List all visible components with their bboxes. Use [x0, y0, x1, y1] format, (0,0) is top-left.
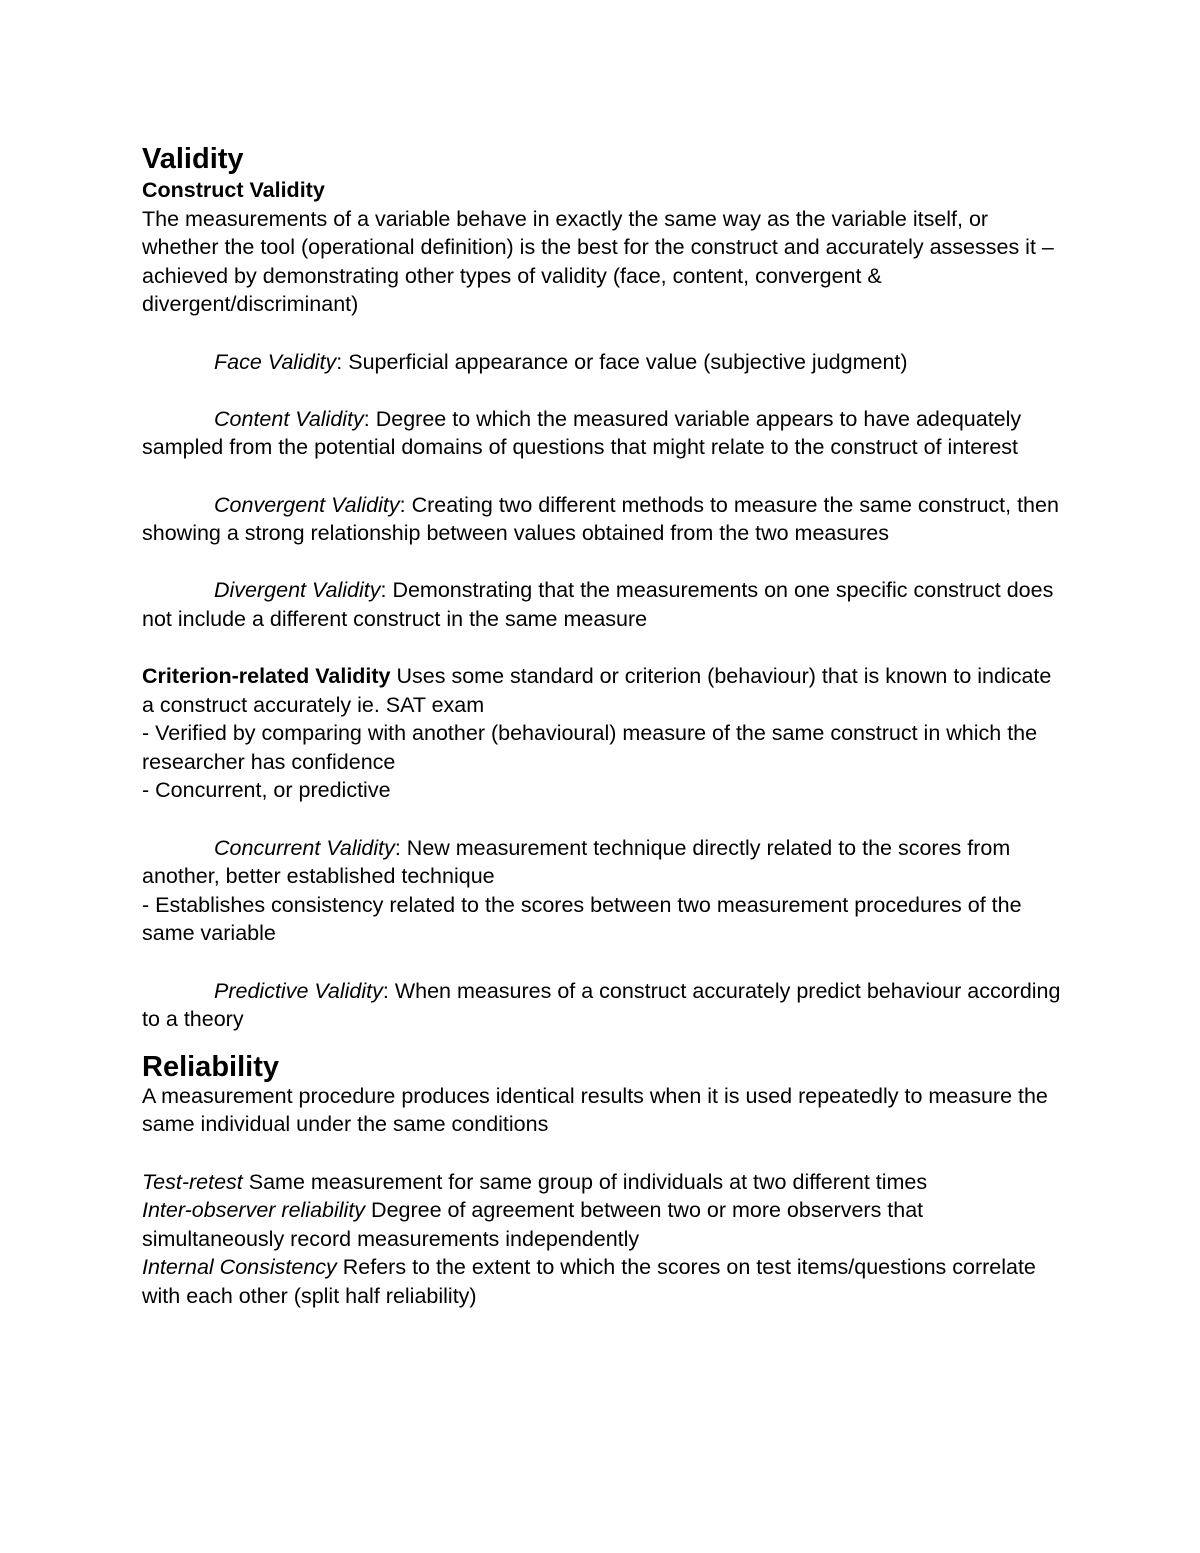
criterion-validity-paragraph: [142, 662, 1062, 719]
divergent-validity-text: : Demonstrating that the measurements on one specific construct does not include a different construct in the same measure: [142, 578, 1054, 631]
spacer: [142, 319, 1062, 348]
validity-heading: Validity: [142, 143, 244, 175]
spacer: [142, 376, 1062, 405]
content-validity-term: Content Validity: [214, 406, 364, 431]
face-validity-text: : Superficial appearance or face value (subjective judgment): [336, 349, 908, 374]
concurrent-validity-term: Concurrent Validity: [214, 835, 395, 860]
criterion-bullet-1: - Verified by comparing with another (behavioural) measure of the same construct in which the researcher has confidence: [142, 721, 1038, 774]
internal-consistency-term: Internal Consistency: [142, 1255, 337, 1280]
spacer: [142, 634, 1062, 663]
construct-validity-definition: The measurements of a variable behave in exactly the same way as the variable itself, or whether the tool (operational definition) is the best for the construct and accurately assesses it – achieved by demonstrating other types of validity (face, content, convergent & divergent/discriminant): [142, 206, 1054, 317]
divergent-validity-term: Divergent Validity: [214, 578, 381, 603]
concurrent-bullet-1: - Establishes consistency related to the scores between two measurement procedures of the same variable: [142, 892, 1022, 946]
convergent-validity-paragraph: [142, 491, 1062, 548]
concurrent-validity-text: : New measurement technique directly related to the scores from another, better established technique: [142, 835, 1011, 889]
divergent-validity-paragraph: [142, 576, 1062, 633]
test-retest-term: Test-retest: [142, 1169, 243, 1194]
predictive-validity-text: : When measures of a construct accurately predict behaviour according to a theory: [142, 978, 1061, 1032]
concurrent-validity-paragraph: [142, 834, 1062, 891]
test-retest-paragraph: [142, 1168, 1062, 1197]
criterion-validity-text: Uses some standard or criterion (behaviour) that is known to indicate a construct accurately ie. SAT exam: [142, 664, 1052, 717]
reliability-definition: A measurement procedure produces identical results when it is used repeatedly to measure the same individual under the same conditions: [142, 1083, 1048, 1137]
spacer: [142, 805, 1062, 834]
inter-observer-paragraph: [142, 1196, 1062, 1253]
convergent-validity-text: : Creating two different methods to measure the same construct, then showing a strong relationship between values obtained from the two measures: [142, 492, 1059, 546]
spacer: [142, 948, 1062, 977]
content-validity-text: : Degree to which the measured variable appears to have adequately sampled from the potential domains of questions that might relate to the construct of interest: [142, 406, 1022, 460]
spacer: [142, 548, 1062, 577]
spacer: [142, 1139, 1062, 1168]
face-validity-paragraph: [142, 348, 1062, 377]
document-page: [142, 140, 1062, 1311]
content-validity-paragraph: [142, 405, 1062, 462]
spacer: [142, 462, 1062, 491]
internal-consistency-text: Refers to the extent to which the scores on test items/questions correlate with each other (split half reliability): [142, 1255, 1036, 1308]
convergent-validity-term: Convergent Validity: [214, 492, 400, 517]
construct-validity-subheading: Construct Validity: [142, 178, 325, 202]
criterion-validity-term: Criterion-related Validity: [142, 664, 391, 689]
criterion-bullet-2: - Concurrent, or predictive: [142, 778, 391, 803]
test-retest-text: Same measurement for same group of individuals at two different times: [242, 1169, 928, 1194]
predictive-validity-paragraph: [142, 977, 1062, 1034]
internal-consistency-paragraph: [142, 1253, 1062, 1310]
inter-observer-term: Inter-observer reliability: [142, 1198, 366, 1223]
reliability-heading: Reliability: [142, 1050, 279, 1083]
inter-observer-text: Degree of agreement between two or more observers that simultaneously record measurements independently: [142, 1198, 924, 1251]
predictive-validity-term: Predictive Validity: [214, 978, 383, 1003]
face-validity-term: Face Validity: [214, 349, 337, 374]
